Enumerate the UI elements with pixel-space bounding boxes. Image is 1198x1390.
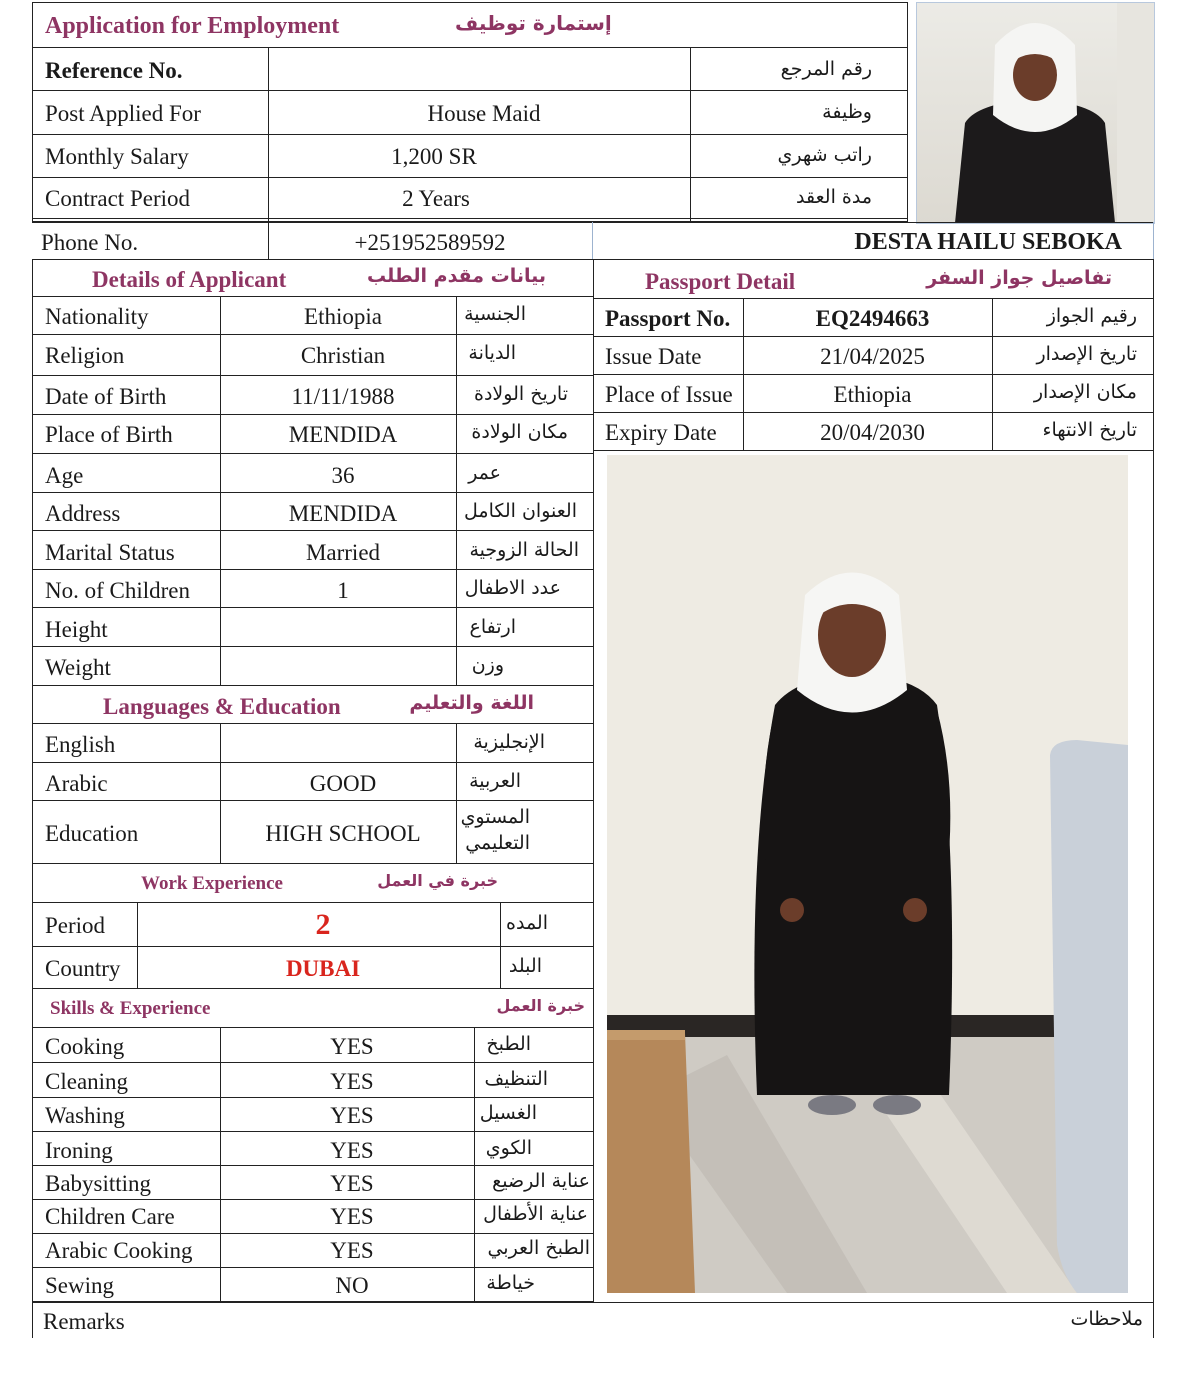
nationality-label: Nationality [45,304,149,329]
row-divider [32,1165,594,1166]
children-value: 1 [337,578,349,603]
skill-label-ar: الكوي [485,1137,532,1159]
row-divider [32,569,594,570]
dob-label-ar: تاريخ الولادة [474,383,568,405]
pob-label: Place of Birth [45,422,173,447]
education-label-ar-2: التعليمي [465,832,530,854]
issue-date-value: 21/04/2025 [820,344,925,369]
passport-heading-en: Passport Detail [645,269,796,294]
weight-label: Weight [45,655,111,680]
country-label: Country [45,956,121,981]
row-divider [32,334,594,335]
english-label-ar: الإنجليزية [473,731,545,753]
row-divider [594,336,1153,337]
education-label: Education [45,821,139,846]
row-divider [32,762,594,763]
height-label-ar: ارتفاع [469,616,516,638]
salary-value: 1,200 SR [391,144,477,169]
col-divider [1153,259,1154,1302]
row-divider [32,1233,594,1234]
issue-date-label: Issue Date [605,344,702,369]
skill-label-ar: الغسيل [479,1102,537,1124]
english-label: English [45,732,116,757]
row-divider [32,90,908,91]
place-of-issue-label-ar: مكان الإصدار [1033,381,1137,403]
weight-label-ar: وزن [471,654,504,676]
contract-label: Contract Period [45,186,190,211]
row-divider [594,374,1153,375]
col-divider [592,222,593,259]
skills-heading-en: Skills & Experience [50,998,211,1019]
row-divider [32,1267,594,1268]
passport-no-label: Passport No. [605,306,731,331]
post-label-ar: وظيفة [822,101,872,123]
skill-label-ar: الطبخ العربي [487,1237,590,1259]
row-divider [32,1199,594,1200]
nationality-label-ar: الجنسية [464,303,526,325]
post-label: Post Applied For [45,101,201,126]
skill-value: YES [330,1138,374,1163]
row-divider [32,414,594,415]
country-value: DUBAI [285,956,361,981]
salary-label-ar: راتب شهري [777,144,872,166]
address-label-ar: العنوان الكامل [464,500,577,522]
row-divider [594,298,1153,299]
work-heading-ar: خبرة في العمل [377,871,498,890]
skill-label: Cleaning [45,1069,129,1094]
row-divider [32,988,594,989]
row-divider [32,1027,594,1028]
skill-label: Arabic Cooking [45,1238,193,1263]
pob-value: MENDIDA [288,422,398,447]
row-divider [32,1097,594,1098]
arabic-value: GOOD [309,771,377,796]
full-figure-icon [607,455,1128,1293]
salary-label: Monthly Salary [45,144,189,169]
col-divider [1153,222,1154,259]
row-divider [32,646,594,647]
skill-label: Babysitting [45,1171,152,1196]
phone-label: Phone No. [41,230,139,255]
age-value: 36 [331,463,355,488]
expiry-date-label: Expiry Date [605,420,717,445]
marital-status-label-ar: الحالة الزوجية [469,539,579,561]
row-divider [32,863,594,864]
remarks-label-ar: ملاحظات [1070,1308,1143,1330]
arabic-label: Arabic [45,771,108,796]
details-heading-en: Details of Applicant [92,267,287,292]
skill-value: YES [330,1204,374,1229]
place-of-issue-value: Ethiopia [833,382,912,407]
skill-value: YES [330,1103,374,1128]
period-label-ar: المده [506,912,548,934]
applicant-name: DESTA HAILU SEBOKA [854,229,1122,255]
row-divider [32,946,594,947]
phone-value: +251952589592 [354,230,506,255]
religion-label: Religion [45,343,125,368]
religion-value: Christian [300,343,386,368]
skill-label: Washing [45,1103,125,1128]
portrait-figure-icon [917,3,1154,223]
dob-value: 11/11/1988 [291,384,395,409]
skill-value: YES [330,1238,374,1263]
passport-no-value: EQ2494663 [815,306,930,331]
issue-date-label-ar: تاريخ الإصدار [1036,343,1137,365]
skill-label-ar: التنظيف [484,1068,548,1090]
expiry-date-value: 20/04/2030 [820,420,925,445]
row-divider [32,723,594,724]
details-heading-ar: بيانات مقدم الطلب [367,265,546,287]
skill-value: NO [335,1273,369,1298]
skill-label: Ironing [45,1138,113,1163]
skill-value: YES [330,1171,374,1196]
skill-label-ar: عناية الرضيع [492,1170,590,1192]
languages-heading-en: Languages & Education [103,694,341,719]
skill-label-ar: عناية الأطفال [483,1203,588,1225]
work-heading-en: Work Experience [141,873,283,894]
row-divider [32,1062,594,1063]
religion-label-ar: الديانة [468,342,516,364]
passport-no-label-ar: رقيم الجواز [1046,305,1137,327]
applicant-portrait-photo [916,2,1155,224]
pob-label-ar: مكان الولادة [471,421,568,443]
age-label: Age [45,463,84,488]
col-divider [32,1302,33,1338]
row-divider [32,1302,1153,1303]
dob-label: Date of Birth [45,384,167,409]
expiry-date-label-ar: تاريخ الانتهاء [1042,419,1137,441]
row-divider [32,607,594,608]
reference-label: Reference No. [45,58,183,83]
row-divider [594,450,1153,451]
skill-label: Cooking [45,1034,125,1059]
row-divider [594,412,1153,413]
row-divider [32,492,594,493]
row-divider [32,453,594,454]
row-divider [32,902,594,903]
skill-value: YES [330,1069,374,1094]
children-label: No. of Children [45,578,191,603]
skill-label-ar: الطبخ [486,1033,531,1055]
languages-heading-ar: اللغة والتعليم [409,692,534,714]
row-divider [32,800,594,801]
reference-label-ar: رقم المرجع [780,58,872,80]
children-label-ar: عدد الاطفال [464,577,561,599]
row-divider [32,530,594,531]
col-divider [690,47,691,222]
skill-label: Sewing [45,1273,114,1298]
form-title-ar: إستمارة توظيف [455,11,612,35]
marital-status-label: Marital Status [45,540,175,565]
period-value: 2 [315,908,331,941]
contract-label-ar: مدة العقد [796,186,872,208]
height-label: Height [45,617,108,642]
address-value: MENDIDA [288,501,398,526]
post-value: House Maid [427,101,541,126]
remarks-label: Remarks [43,1309,125,1334]
passport-heading-ar: تفاصيل جواز السفر [926,267,1112,289]
education-value: HIGH SCHOOL [265,821,421,846]
form-title-en: Application for Employment [45,13,340,39]
education-label-ar-1: المستوي [460,806,530,828]
applicant-full-photo [607,455,1128,1293]
row-divider [32,1131,594,1132]
address-label: Address [45,501,121,526]
arabic-label-ar: العربية [469,770,521,792]
nationality-value: Ethiopia [304,304,382,329]
skill-label-ar: خياطة [486,1272,535,1294]
marital-status-value: Married [305,540,381,565]
row-divider [32,177,908,178]
country-label-ar: البلد [508,955,542,977]
row-divider [32,134,908,135]
row-divider [32,375,594,376]
skill-label: Children Care [45,1204,175,1229]
place-of-issue-label: Place of Issue [605,382,733,407]
row-divider [32,685,594,686]
skill-value: YES [330,1034,374,1059]
contract-value: 2 Years [402,186,470,211]
age-label-ar: عمر [468,462,501,484]
row-divider [32,296,594,297]
col-divider [1153,1302,1154,1338]
skills-heading-ar: خبرة العمل [496,996,585,1015]
row-divider [32,218,908,219]
period-label: Period [45,913,106,938]
